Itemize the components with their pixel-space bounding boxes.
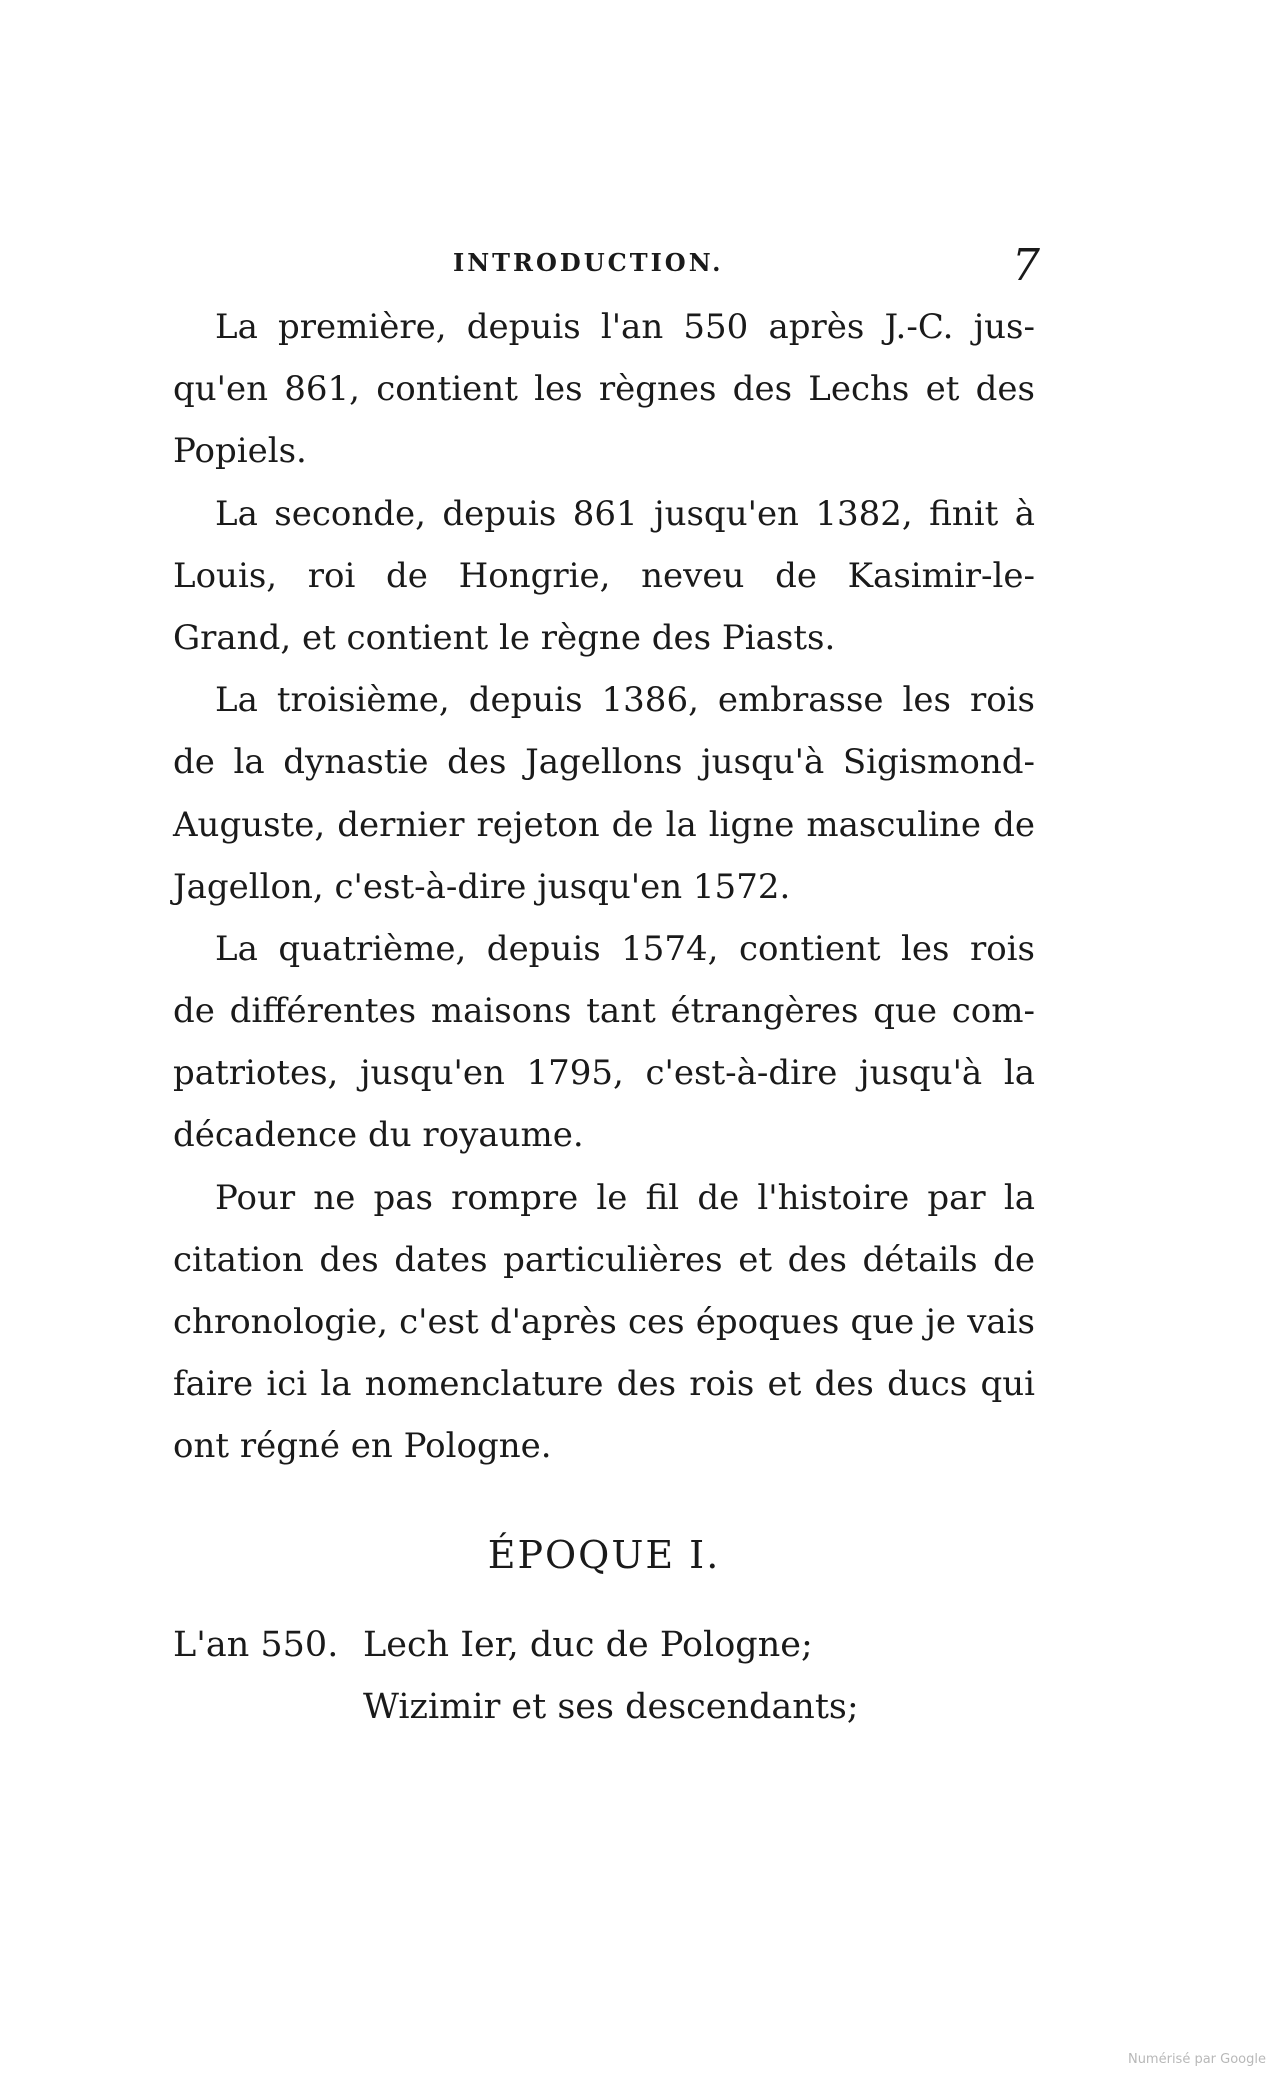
entry-text: Wizimir et ses descendants; — [363, 1686, 859, 1727]
chronology-entry — [173, 1614, 1035, 1676]
text-line: ont régné en Pologne. — [173, 1426, 552, 1467]
text-line: de différentes maisons tant étrangères que com- — [173, 991, 1035, 1032]
chronology-entry — [173, 1676, 1035, 1738]
entry-year: L'an 550. — [173, 1624, 339, 1665]
text-line: faire ici la nomenclature des rois et des ducs qui — [173, 1364, 1035, 1405]
text-line: La quatrième, depuis 1574, contient les rois — [215, 928, 1035, 969]
digitization-watermark: Numérisé par Google — [1127, 2052, 1266, 2067]
text-line: Popiels. — [173, 431, 307, 472]
text-line: Pour ne pas rompre le fil de l'histoire par la — [215, 1177, 1035, 1218]
text-line: Jagellon, c'est-à-dire jusqu'en 1572. — [173, 866, 791, 907]
text-line: La troisième, depuis 1386, embrasse les rois — [215, 680, 1035, 721]
page-number: 7 — [1012, 240, 1040, 291]
text-line: Grand, et contient le règne des Piasts. — [173, 617, 836, 658]
section-spacer — [173, 1478, 1035, 1514]
section-heading: ÉPOQUE I. — [487, 1532, 721, 1577]
text-line: décadence du royaume. — [173, 1115, 584, 1156]
body-text — [173, 296, 1035, 1738]
text-line: de la dynastie des Jagellons jusqu'à Sigismond- — [173, 742, 1035, 783]
text-line: Louis, roi de Hongrie, neveu de Kasimir-le- — [173, 555, 1035, 596]
text-line: chronologie, c'est d'après ces époques que je vais — [173, 1302, 1035, 1342]
section-spacer — [173, 1596, 1035, 1614]
text-line: citation des dates particulières et des détails de — [173, 1239, 1035, 1280]
text-line: La première, depuis l'an 550 après J.-C. jus- — [215, 307, 1035, 347]
text-line: qu'en 861, contient les règnes des Lechs et des — [173, 369, 1035, 410]
text-line: Auguste, dernier rejeton de la ligne masculine de — [173, 804, 1035, 845]
running-title: INTRODUCTION. — [453, 248, 724, 277]
text-line: patriotes, jusqu'en 1795, c'est-à-dire jusqu'à la — [173, 1053, 1035, 1094]
entry-text: Lech Ier, duc de Pologne; — [363, 1624, 813, 1665]
text-line: La seconde, depuis 861 jusqu'en 1382, finit à — [215, 493, 1035, 534]
